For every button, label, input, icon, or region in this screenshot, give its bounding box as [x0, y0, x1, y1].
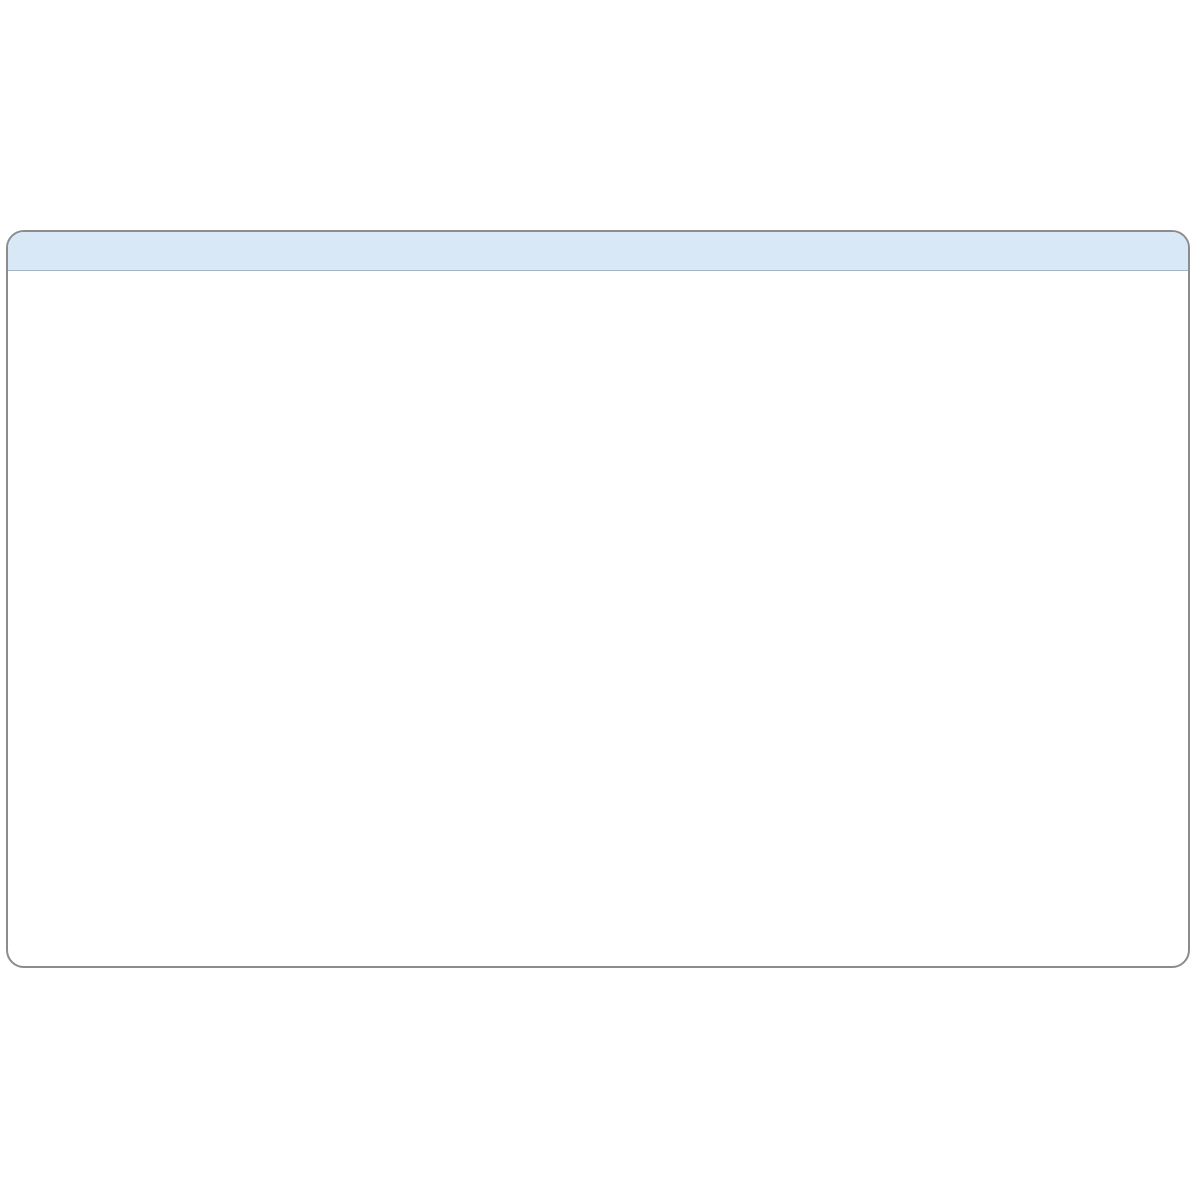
- model-header-row: [8, 232, 1188, 271]
- spec-table: [6, 230, 1190, 968]
